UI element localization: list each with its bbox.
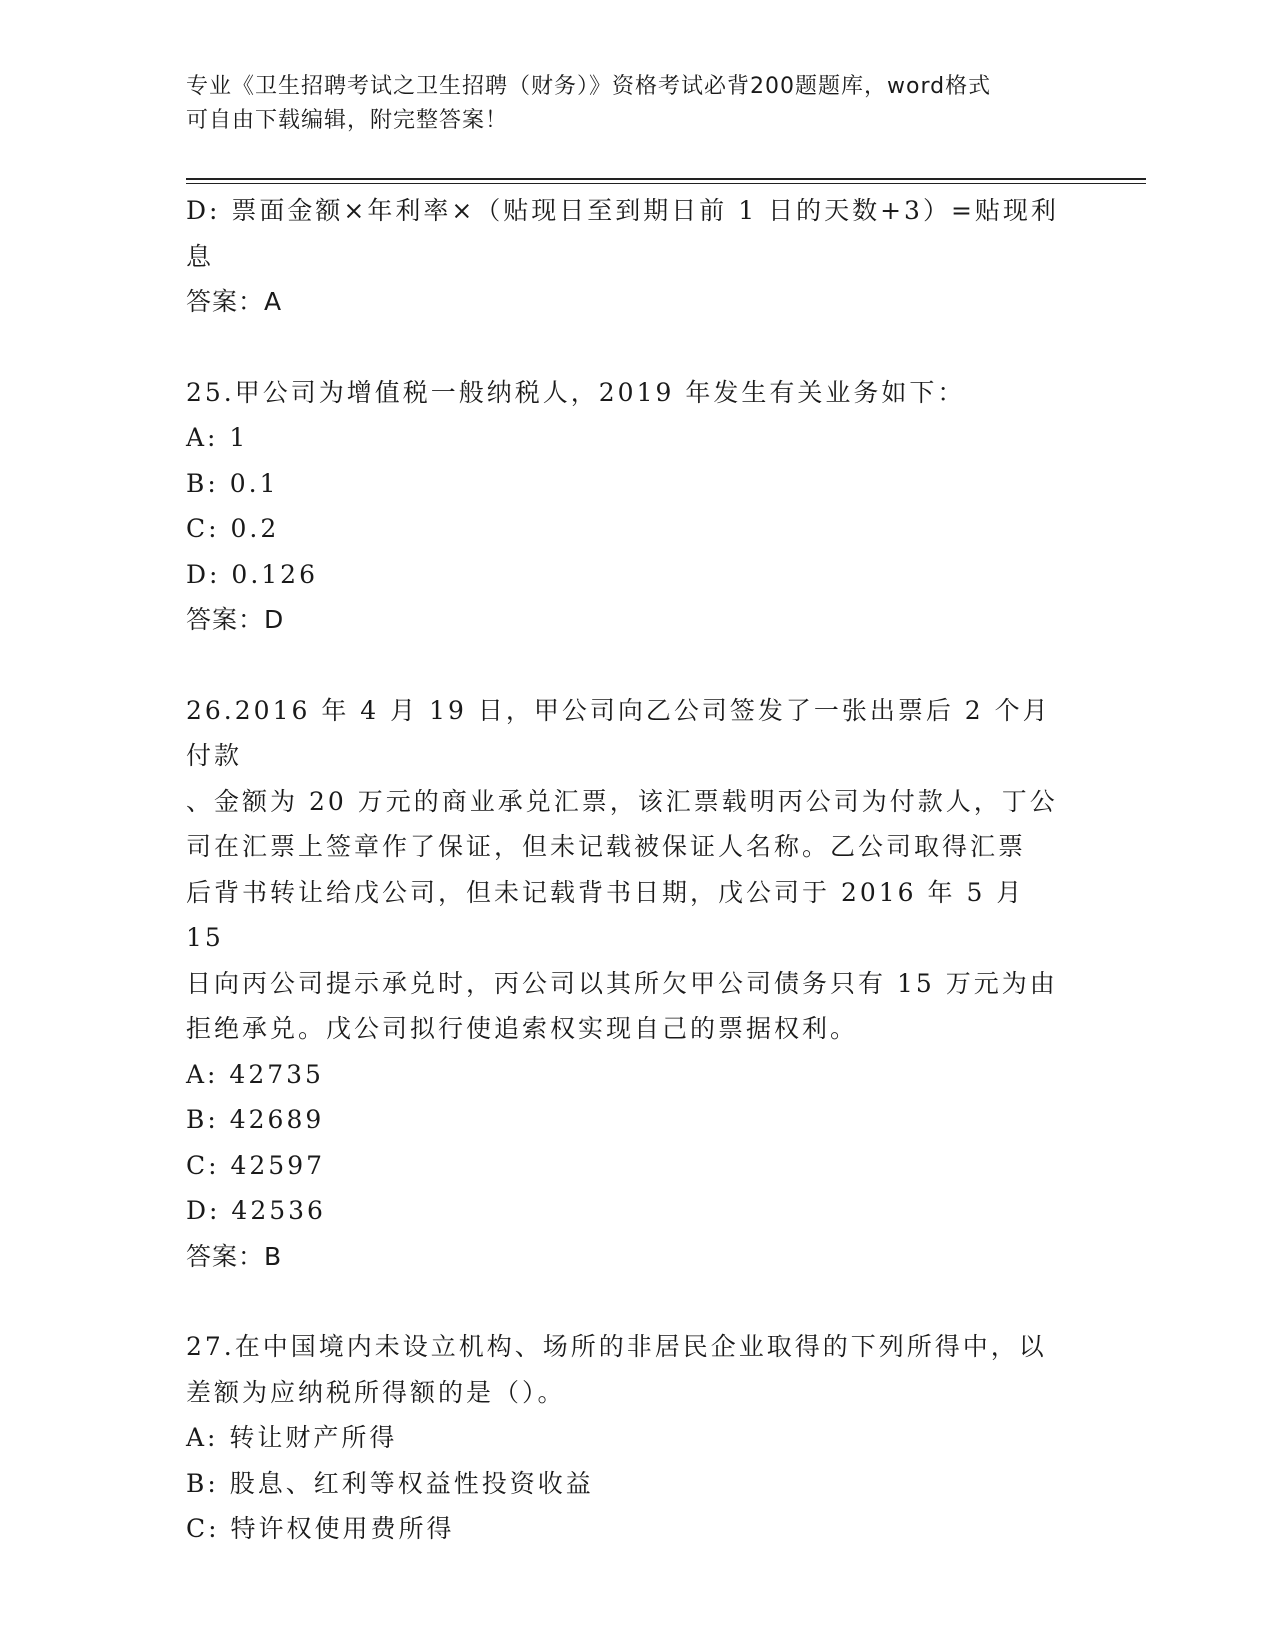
option-b: B: 42689 [186, 1105, 325, 1134]
question-25 [186, 370, 1066, 643]
question-24-tail [186, 188, 1066, 325]
question-content [186, 188, 1066, 1552]
answer-label: 答案：D [186, 605, 285, 634]
option-a: A: 1 [186, 423, 249, 452]
question-stem-line: 27.在中国境内未设立机构、场所的非居民企业取得的下列所得中，以 [186, 1332, 1047, 1361]
header-divider-thin [186, 183, 1146, 184]
question-stem: 25.甲公司为增值税一般纳税人，2019 年发生有关业务如下： [186, 377, 966, 407]
spacer [186, 643, 1066, 688]
option-d: D: 42536 [186, 1196, 326, 1225]
spacer [186, 325, 1066, 370]
answer-label: 答案：B [186, 1241, 283, 1271]
question-27 [186, 1324, 1066, 1552]
header-title-line-2: 可自由下载编辑，附完整答案！ [186, 108, 509, 133]
option-b: B: 0.1 [186, 468, 279, 498]
question-stem-line: 后背书转让给戊公司，但未记载背书日期，戊公司于 2016 年 5 月 15 [186, 877, 1036, 952]
spacer [186, 1279, 1066, 1324]
option-a: A: 转让财产所得 [186, 1423, 398, 1452]
option-a: A: 42735 [186, 1059, 324, 1089]
option-c: C: 42597 [186, 1150, 326, 1180]
header-title-line-1: 专业《卫生招聘考试之卫生招聘（财务）》资格考试必背200题题库，word格式 [186, 74, 992, 99]
document-header [186, 70, 1086, 138]
question-26 [186, 688, 1066, 1280]
header-divider-thick [186, 178, 1146, 180]
option-c: C: 特许权使用费所得 [186, 1514, 455, 1543]
option-c: C: 0.2 [186, 514, 280, 543]
question-stem-line: 司在汇票上签章作了保证，但未记载被保证人名称。乙公司取得汇票 [186, 832, 1027, 861]
option-b: B: 股息、红利等权益性投资收益 [186, 1468, 594, 1498]
option-d: D: 0.126 [186, 559, 318, 589]
question-stem-line: 差额为应纳税所得额的是（）。 [186, 1377, 566, 1407]
question-stem-line: 26.2016 年 4 月 19 日，甲公司向乙公司签发了一张出票后 2 个月付款 [186, 695, 1051, 770]
option-d-line-1: D: 票面金额×年利率×（贴现日至到期日前 1 日的天数+3）=贴现利 [186, 196, 1059, 225]
question-stem-line: 、金额为 20 万元的商业承兑汇票，该汇票载明丙公司为付款人，丁公 [186, 786, 1058, 816]
option-d-line-2: 息 [186, 241, 215, 271]
question-stem-line: 日向丙公司提示承兑时，丙公司以其所欠甲公司债务只有 15 万元为由 [186, 968, 1058, 998]
answer-label: 答案：A [186, 287, 283, 316]
question-stem-line: 拒绝承兑。戊公司拟行使追索权实现自己的票据权利。 [186, 1014, 859, 1043]
